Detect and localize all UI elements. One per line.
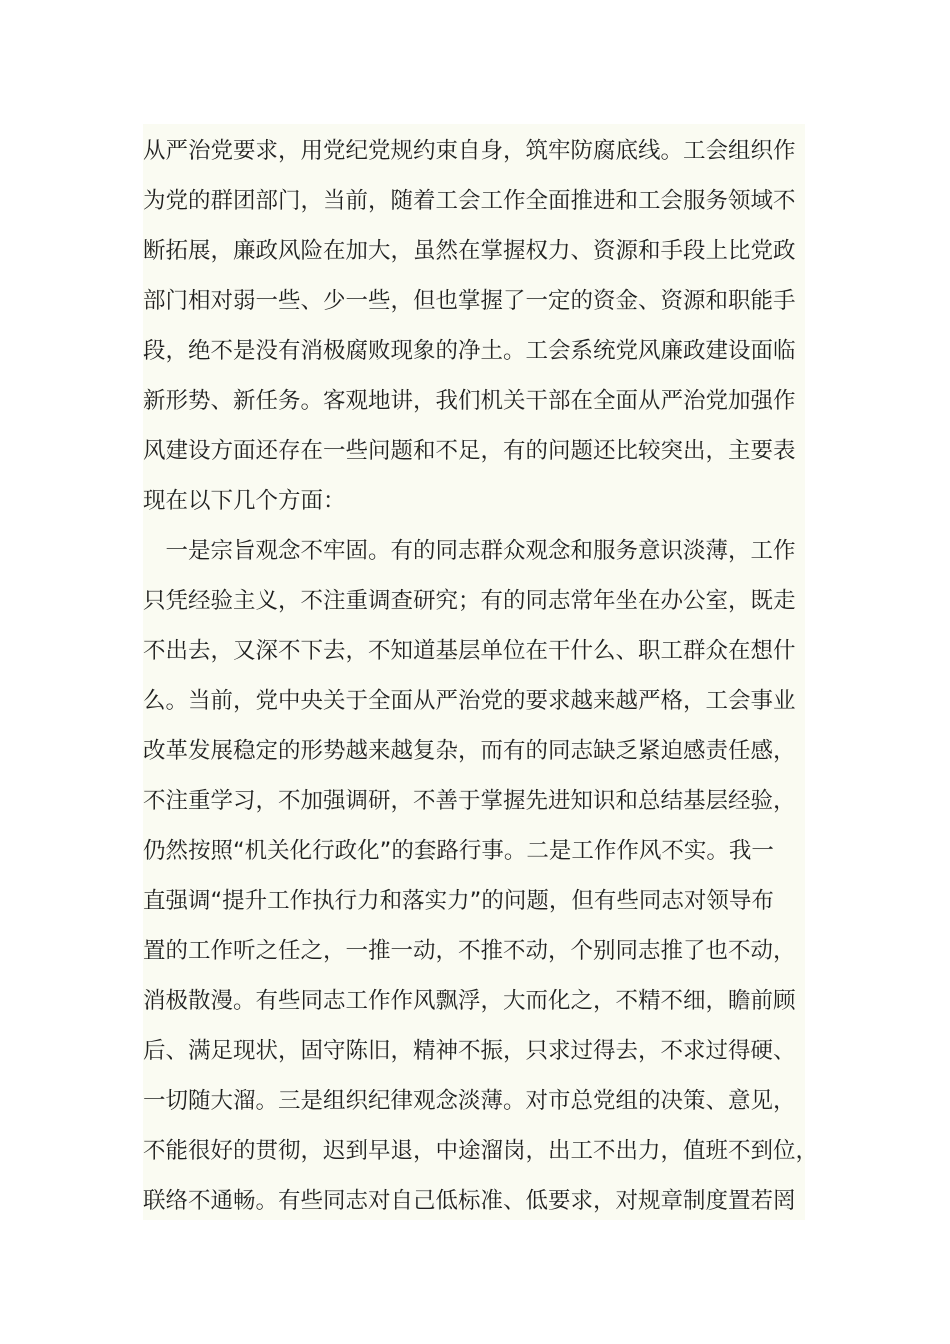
text-line: 一切随大溜。三是组织纪律观念淡薄。对市总党组的决策、意见， [143,1088,796,1114]
text-line: 直强调“提升工作执行力和落实力”的问题，但有些同志对领导布 [143,888,774,914]
text-line: 部门相对弱一些、少一些，但也掌握了一定的资金、资源和职能手 [143,288,796,314]
text-line: 么。当前，党中央关于全面从严治党的要求越来越严格，工会事业 [143,688,796,714]
text-line: 一是宗旨观念不牢固。有的同志群众观念和服务意识淡薄，工作 [143,538,796,564]
text-line: 风建设方面还存在一些问题和不足，有的问题还比较突出，主要表 [143,438,796,464]
text-line: 新形势、新任务。客观地讲，我们机关干部在全面从严治党加强作 [143,388,796,414]
text-line: 置的工作听之任之，一推一动，不推不动，个别同志推了也不动， [143,938,796,964]
text-line: 现在以下几个方面： [143,488,346,514]
text-line: 仍然按照“机关化行政化”的套路行事。二是工作作风不实。我一 [143,838,774,864]
text-line: 断拓展，廉政风险在加大，虽然在掌握权力、资源和手段上比党政 [143,238,796,264]
text-line: 消极散漫。有些同志工作作风飘浮，大而化之，不精不细，瞻前顾 [143,988,796,1014]
text-line: 不注重学习，不加强调研，不善于掌握先进知识和总结基层经验， [143,788,796,814]
text-line: 改革发展稳定的形势越来越复杂，而有的同志缺乏紧迫感责任感， [143,738,796,764]
text-line: 从严治党要求，用党纪党规约束自身，筑牢防腐底线。工会组织作 [143,138,796,164]
text-line: 不能很好的贯彻，迟到早退，中途溜岗，出工不出力，值班不到位， [143,1138,819,1164]
text-line: 只凭经验主义，不注重调查研究；有的同志常年坐在办公室，既走 [143,588,796,614]
text-line: 为党的群团部门，当前，随着工会工作全面推进和工会服务领域不 [143,188,796,214]
text-line: 不出去，又深不下去，不知道基层单位在干什么、职工群众在想什 [143,638,796,664]
text-line: 后、满足现状，固守陈旧，精神不振，只求过得去，不求过得硬、 [143,1038,796,1064]
text-line: 联络不通畅。有些同志对自己低标准、低要求，对规章制度置若罔 [143,1188,796,1214]
text-line: 段，绝不是没有消极腐败现象的净土。工会系统党风廉政建设面临 [143,338,796,364]
